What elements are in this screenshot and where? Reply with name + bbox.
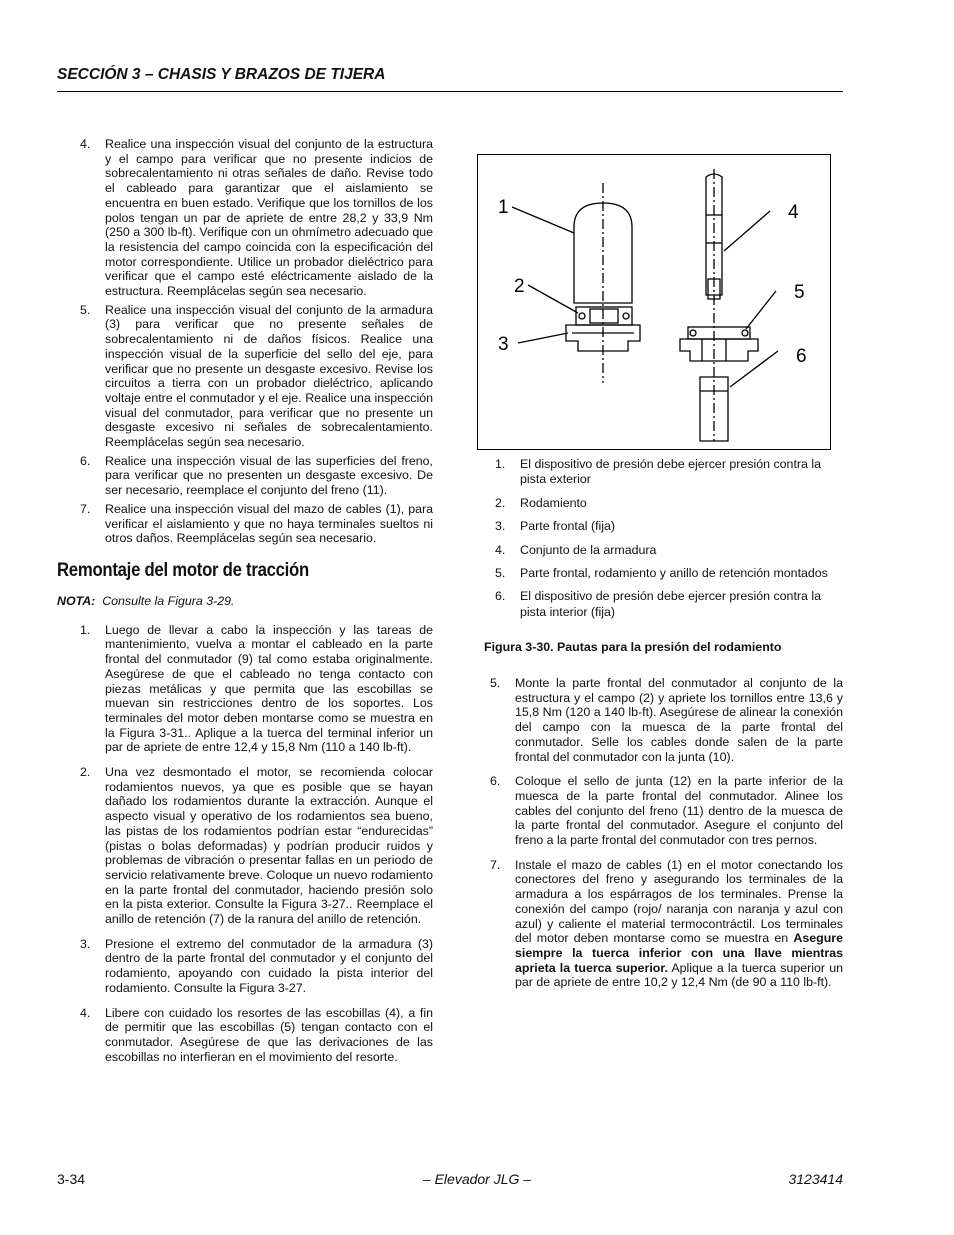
- list-item: [484, 676, 843, 764]
- figure-caption: Figura 3-30. Pautas para la presión del rodamiento: [484, 640, 782, 654]
- item-number: 1.: [80, 622, 91, 637]
- figure-label-1: 1: [498, 197, 509, 218]
- item-text: Realice una inspección visual del conjunto de la estructura y el campo para verificar que no presente indicios de sobrecalentamiento ni otras señales de daño. Revise todo el cableado para garantizar que el aislamiento se encuentra en buen estado. Verifique que los tornillos de los polos tengan un par de apriete de entre 28,2 y 33,9 Nm (250 a 300 lb-ft). Verifique con un ohmímetro adecuado que la resistencia del campo coincida con la especificación del motor correspondiente. Utilice un probador dieléctrico para verificar que el campo esté eléctricamente aislado de la estructura. Reemplácelas según sea necesario.: [105, 137, 433, 299]
- bearing-press-figure: [477, 154, 831, 450]
- item-text-part: Instale el mazo de cables (1) en el motor conectando los conectores del freno y asegurando los terminales de la armadura a los espárragos de los terminales. Prense la conexión del campo (rojo/ naranja con naranja y azul con azul) y caliente el material termocontráctil. Los terminales del motor deben montarse como se muestra en: [515, 857, 843, 946]
- legend-text: Conjunto de la armadura: [520, 542, 657, 557]
- note-text: Consulte la Figura 3-29.: [102, 593, 235, 608]
- list-item: [57, 502, 433, 546]
- legend-number: 1.: [495, 457, 506, 471]
- item-number: 4.: [80, 137, 91, 151]
- legend-number: 5.: [495, 566, 506, 581]
- legend-item: [484, 519, 843, 534]
- footer-title: – Elevador JLG –: [422, 1171, 532, 1187]
- item-text: Realice una inspección visual de las superficies del freno, para verificar que no presenten un desgaste excesivo. De ser necesario, reemplace el conjunto del freno (11).: [105, 453, 433, 498]
- item-text: Presione el extremo del conmutador de la armadura (3) dentro de la parte frontal del conmutador y el conjunto del rodamiento, apoyando con cuidado la pista interior del rodamiento. Consulte la Figura 3-27.: [105, 936, 433, 995]
- legend-item: [484, 496, 843, 511]
- item-text-bold: Asegure siempre la tuerca inferior con una llave mientras aprieta la tuerca superior.: [515, 931, 843, 975]
- item-text: Realice una inspección visual del conjunto de la armadura (3) para verificar que no presente señales de sobrecalentamiento ni de daños físicos. Realice una inspección visual de la superficie del sello del eje, para verificar que no presente un desgaste excesivo. Revise los circuitos a tierra con un probador dieléctrico, aplicando voltaje entre el conmutador y el eje. Realice una inspección visual del conmutador, para verificar que no presente un desgaste excesivo ni señales de sobrecalentamiento. Reemplácelas según sea necesario.: [105, 302, 433, 450]
- list-item: [484, 858, 843, 990]
- item-text: Coloque el sello de junta (12) en la parte inferior de la muesca de la parte frontal del conmutador. Alinee los cables del conjunto del freno (11) dentro de la muesca de la parte frontal del conmutador. Asegure el conjunto del freno a la parte frontal del conmutador con tres pernos.: [515, 774, 843, 848]
- legend-item: [484, 589, 843, 620]
- legend-text: El dispositivo de presión debe ejercer presión contra la pista exterior: [520, 457, 821, 487]
- figure-label-6: 6: [796, 346, 807, 367]
- note-label: NOTA:: [57, 593, 96, 608]
- legend-text: Parte frontal, rodamiento y anillo de retención montados: [520, 566, 828, 581]
- figure-label-2: 2: [514, 276, 525, 297]
- item-number: 2.: [80, 765, 91, 780]
- list-item: [484, 774, 843, 848]
- item-text-part: Aplique a la tuerca superior un par de apriete de entre 10,2 y 12,4 Nm (de 90 a 110 lb-ft).: [515, 960, 843, 990]
- item-number: 6.: [490, 774, 501, 789]
- item-number: 3.: [80, 936, 91, 951]
- list-item: [57, 937, 433, 996]
- right-column: [484, 676, 843, 1000]
- item-text: Una vez desmontado el motor, se recomienda colocar rodamientos nuevos, ya que es posible que se hayan dañado los rodamientos durante la extracción. Aunque el aspecto visual y operativo de los rodamientos sea bueno, las pistas de los rodamientos podrían estar “endurecidas” (pistas o bolas deformadas) y podrían producir ruidos y problemas de vibración o presentar fallas en un periodo de servicio relativamente breve. Coloque un nuevo rodamiento en la parte frontal del conmutador, haciendo presión solo en la pista exterior. Consulte la Figura 3-27.. Reemplace el anillo de retención (7) de la ranura del anillo de retención.: [105, 765, 433, 927]
- list-item: [57, 137, 433, 299]
- figure-legend: [484, 457, 843, 628]
- note: [57, 594, 433, 609]
- item-number: 6.: [80, 453, 91, 468]
- document-number: 3123414: [788, 1171, 843, 1187]
- section-heading: Remontaje del motor de tracción: [57, 559, 309, 581]
- list-item: [57, 765, 433, 927]
- item-text: Luego de llevar a cabo la inspección y las tareas de mantenimiento, vuelva a montar el cableado en la parte frontal del conmutador (9) tal como estaba originalmente. Asegúrese de que el cableado no tenga contacto con piezas metálicas y que permita que las escobillas se muevan sin restricciones dentro de los soportes. Los terminales del motor deben montarse como se muestra en la Figura 3-31.. Aplique a la tuerca del terminal inferior un par de apriete de entre 12,4 y 15,8 Nm (110 a 140 lb-ft).: [105, 622, 433, 755]
- legend-item: [484, 457, 843, 488]
- legend-text: El dispositivo de presión debe ejercer presión contra la pista interior (fija): [520, 589, 821, 619]
- legend-number: 3.: [495, 519, 506, 534]
- legend-text: Rodamiento: [520, 495, 587, 510]
- legend-item: [484, 566, 843, 581]
- legend-number: 2.: [495, 495, 506, 510]
- item-text: Realice una inspección visual del mazo de cables (1), para verificar el aislamiento y que no haya terminales sueltos ni otros daños. Reemplácelas según sea necesario.: [105, 501, 433, 546]
- item-number: 5.: [80, 302, 91, 317]
- section-header: SECCIÓN 3 – CHASIS Y BRAZOS DE TIJERA: [57, 66, 386, 83]
- page-number: 3-34: [57, 1171, 86, 1187]
- list-item: [57, 303, 433, 450]
- item-number: 7.: [490, 857, 501, 872]
- legend-text: Parte frontal (fija): [520, 519, 616, 534]
- figure-label-5: 5: [794, 282, 805, 303]
- figure-label-3: 3: [498, 334, 509, 355]
- list-item: [57, 1006, 433, 1065]
- figure-label-4: 4: [788, 202, 799, 223]
- item-number: 5.: [490, 676, 501, 690]
- list-item: [57, 454, 433, 498]
- item-text: Libere con cuidado los resortes de las escobillas (4), a fin de permitir que las escobillas (5) tengan contacto con el conmutador. Asegúrese de que las derivaciones de las escobillas no interfieran en el movimiento del resorte.: [105, 1005, 433, 1064]
- item-number: 4.: [80, 1005, 91, 1020]
- left-column: [57, 137, 433, 1068]
- item-text: Monte la parte frontal del conmutador al conjunto de la estructura y el campo (2) y apriete los tornillos entre 13,6 y 15,8 Nm (120 a 140 lb-ft). Asegúrese de alinear la conexión del campo con la muesca de la parte frontal del conmutador. Selle los cables donde salen de la parte frontal del conmutador con la junta (10).: [515, 676, 843, 764]
- legend-number: 6.: [495, 589, 506, 604]
- item-number: 7.: [80, 501, 91, 516]
- list-item: [57, 623, 433, 755]
- bearing-press-diagram: [478, 155, 830, 449]
- legend-number: 4.: [495, 542, 506, 557]
- legend-item: [484, 543, 843, 558]
- header-rule: [57, 91, 843, 92]
